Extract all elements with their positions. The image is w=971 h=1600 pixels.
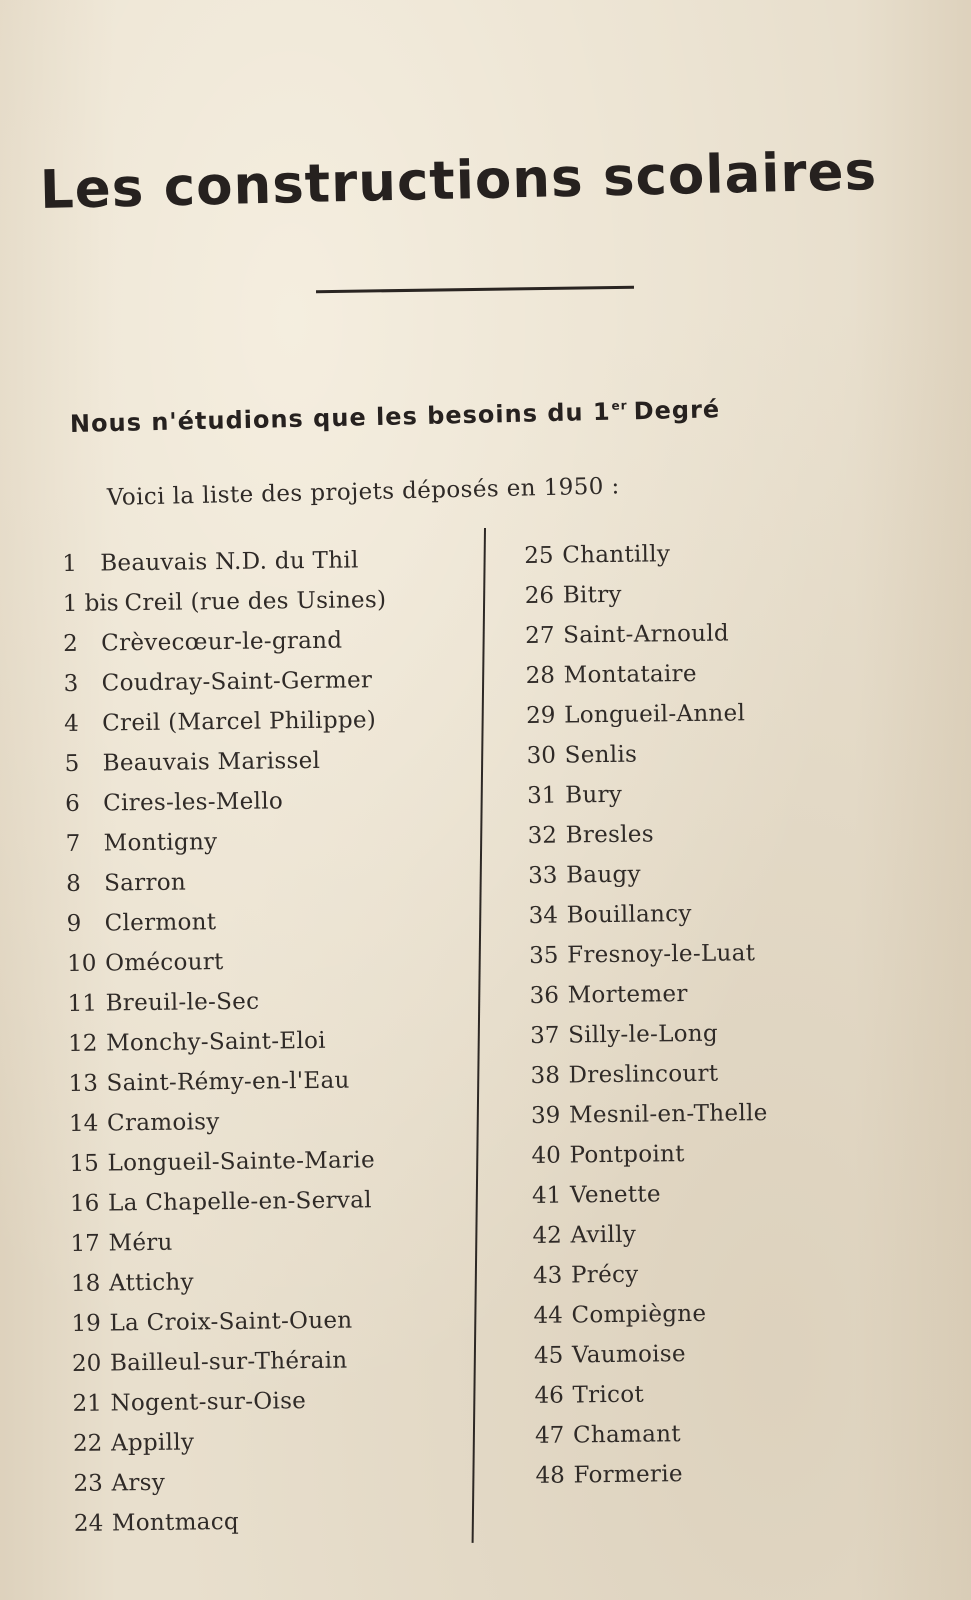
- project-item: [528, 853, 765, 896]
- title-underline: [316, 286, 634, 293]
- project-item: [535, 1453, 772, 1496]
- subtitle-degree-suffix: er: [611, 398, 628, 413]
- project-number: 37: [529, 1022, 560, 1049]
- project-item: [67, 940, 391, 984]
- project-item: [525, 653, 762, 696]
- project-name: Montigny: [103, 829, 218, 857]
- project-item: [526, 693, 763, 736]
- project-name: Silly-le-Long: [567, 1020, 719, 1049]
- project-name: Chamant: [572, 1421, 681, 1449]
- project-item: [532, 1213, 769, 1256]
- project-item: [531, 1093, 768, 1136]
- project-number: 2: [63, 630, 79, 657]
- project-number: 35: [528, 942, 559, 969]
- project-number: 14: [68, 1110, 99, 1137]
- project-number: 30: [526, 742, 557, 769]
- project-item: [69, 1140, 393, 1184]
- project-number: 41: [531, 1182, 562, 1209]
- project-number: 46: [534, 1382, 564, 1409]
- project-item: [66, 900, 390, 944]
- project-number: 28: [525, 662, 556, 689]
- project-name: Crèvecœur-le-grand: [101, 627, 343, 657]
- project-item: [530, 1053, 767, 1096]
- project-item: [64, 740, 388, 784]
- project-item: [529, 973, 766, 1016]
- project-name: Creil (rue des Usines): [124, 587, 387, 617]
- project-number: 31: [527, 782, 557, 809]
- project-item: [64, 700, 388, 744]
- project-number: 15: [69, 1150, 100, 1177]
- project-item: [534, 1373, 771, 1416]
- project-name: Nogent-sur-Oise: [110, 1388, 307, 1417]
- project-item: [65, 820, 389, 864]
- project-name: Mesnil-en-Thelle: [568, 1100, 768, 1129]
- project-number: 16: [69, 1190, 100, 1217]
- project-number: 13: [68, 1070, 99, 1097]
- project-name: Tricot: [572, 1381, 645, 1409]
- project-name: La Croix-Saint-Ouen: [109, 1307, 353, 1337]
- project-number: 34: [528, 902, 559, 929]
- project-number: 27: [525, 622, 555, 649]
- project-item: [526, 733, 763, 776]
- project-item: [531, 1133, 768, 1176]
- project-number: 6: [65, 790, 80, 817]
- project-item: [71, 1300, 395, 1344]
- project-list-left: [62, 540, 398, 1544]
- project-name: Cramoisy: [106, 1109, 220, 1137]
- project-number: 19: [71, 1310, 101, 1337]
- project-number: 17: [70, 1230, 100, 1257]
- project-name: Monchy-Saint-Eloi: [105, 1027, 327, 1057]
- project-item: [70, 1180, 394, 1224]
- page-title: Les constructions scolaires: [39, 141, 878, 221]
- project-name: Fresnoy-le-Luat: [566, 940, 756, 969]
- project-number: 38: [530, 1062, 561, 1089]
- project-item: [534, 1333, 771, 1376]
- project-number: 20: [71, 1350, 102, 1377]
- project-number: 5: [64, 750, 80, 777]
- project-item: [70, 1220, 394, 1264]
- subtitle-degree-number: 1: [592, 397, 611, 427]
- project-name: Cires-les-Mello: [103, 788, 284, 817]
- project-item: [72, 1380, 396, 1424]
- project-item: [532, 1173, 769, 1216]
- project-name: Longueil-Sainte-Marie: [107, 1147, 376, 1177]
- project-name: Dreslincourt: [568, 1060, 719, 1089]
- project-number: 9: [66, 910, 82, 937]
- project-item: [73, 1420, 397, 1464]
- project-item: [529, 933, 766, 976]
- project-name: Avilly: [570, 1221, 637, 1249]
- project-number: 4: [64, 710, 79, 737]
- project-item: [74, 1500, 398, 1544]
- project-item: [66, 860, 390, 904]
- project-item: [73, 1460, 397, 1504]
- column-divider: [472, 528, 486, 1543]
- project-number: 24: [73, 1510, 104, 1537]
- project-item: [62, 540, 386, 584]
- project-number: 12: [67, 1030, 98, 1057]
- project-number: 40: [531, 1142, 562, 1169]
- project-item: [68, 1020, 392, 1064]
- project-name: Sarron: [103, 869, 187, 897]
- project-number: 10: [66, 950, 97, 977]
- project-name: Breuil-le-Sec: [105, 988, 260, 1017]
- project-name: Bresles: [565, 821, 655, 849]
- project-list-right: [524, 533, 772, 1496]
- project-name: Coudray-Saint-Germer: [101, 667, 373, 697]
- project-name: Compiègne: [571, 1300, 707, 1329]
- project-name: Bury: [565, 781, 623, 809]
- project-name: La Chapelle-en-Serval: [107, 1187, 372, 1217]
- project-item: [72, 1340, 396, 1384]
- project-name: Clermont: [104, 909, 217, 937]
- project-item: [527, 773, 764, 816]
- project-item: [65, 780, 389, 824]
- project-number: 8: [65, 870, 81, 897]
- subtitle-degree-word: Degré: [633, 395, 721, 426]
- project-number: 43: [532, 1262, 563, 1289]
- project-item: [533, 1293, 770, 1336]
- project-name: Appilly: [110, 1429, 195, 1457]
- project-number: 18: [70, 1270, 101, 1297]
- project-item: [67, 980, 391, 1024]
- project-item: [528, 893, 765, 936]
- project-item: [69, 1100, 393, 1144]
- project-number: 26: [524, 582, 555, 609]
- project-name: Formerie: [573, 1461, 683, 1489]
- project-name: Longueil-Annel: [564, 700, 746, 729]
- project-number: 21: [72, 1390, 102, 1417]
- project-number: 42: [532, 1222, 562, 1249]
- project-number: 7: [65, 830, 81, 857]
- project-name: Vaumoise: [571, 1341, 687, 1369]
- project-item: [71, 1260, 395, 1304]
- project-item: [524, 573, 761, 616]
- project-name: Baugy: [565, 861, 641, 889]
- project-item: [525, 613, 762, 656]
- project-name: Beauvais N.D. du Thil: [100, 547, 359, 577]
- project-number: 45: [533, 1342, 564, 1369]
- project-name: Venette: [569, 1181, 661, 1209]
- project-name: Bouillancy: [566, 900, 692, 929]
- project-name: Saint-Arnould: [563, 620, 730, 649]
- project-number: 44: [533, 1302, 563, 1329]
- project-item: [533, 1253, 770, 1296]
- project-number: 47: [534, 1422, 565, 1449]
- project-item: [63, 620, 387, 664]
- project-item: [62, 580, 386, 624]
- project-number: 23: [73, 1470, 103, 1497]
- project-name: Chantilly: [562, 541, 671, 569]
- project-number: 25: [524, 542, 554, 569]
- project-name: Méru: [108, 1229, 173, 1257]
- project-name: Montataire: [563, 660, 697, 689]
- project-name: Creil (Marcel Philippe): [102, 707, 377, 737]
- project-number: 32: [527, 822, 558, 849]
- project-name: Omécourt: [104, 949, 224, 977]
- project-name: Beauvais Marissel: [102, 747, 321, 777]
- project-name: Pontpoint: [569, 1141, 685, 1169]
- project-name: Attichy: [108, 1269, 195, 1297]
- project-item: [68, 1060, 392, 1104]
- project-number: 39: [530, 1102, 561, 1129]
- project-number: 33: [527, 862, 558, 889]
- project-number: 1 bis: [62, 590, 119, 617]
- project-item: [527, 813, 764, 856]
- project-item: [535, 1413, 772, 1456]
- project-name: Montmacq: [111, 1508, 240, 1537]
- project-number: 22: [72, 1430, 103, 1457]
- project-number: 48: [535, 1462, 565, 1489]
- project-name: Senlis: [564, 741, 638, 769]
- project-item: [63, 660, 387, 704]
- intro-text: Voici la liste des projets déposés en 1950 :: [106, 473, 620, 511]
- project-name: Bailleul-sur-Thérain: [109, 1347, 348, 1377]
- project-name: Précy: [570, 1261, 639, 1289]
- project-number: 11: [67, 990, 98, 1017]
- project-number: 36: [529, 982, 560, 1009]
- project-name: Bitry: [562, 581, 622, 609]
- project-name: Mortemer: [567, 981, 688, 1009]
- section-subtitle: [70, 395, 721, 438]
- subtitle-text: Nous n'étudions que les besoins du: [69, 398, 584, 438]
- project-number: 29: [526, 702, 556, 729]
- project-number: 1: [62, 550, 78, 577]
- project-number: 3: [63, 670, 79, 697]
- project-item: [524, 533, 761, 576]
- project-name: Saint-Rémy-en-l'Eau: [106, 1067, 350, 1097]
- project-name: Arsy: [111, 1469, 166, 1497]
- project-item: [530, 1013, 767, 1056]
